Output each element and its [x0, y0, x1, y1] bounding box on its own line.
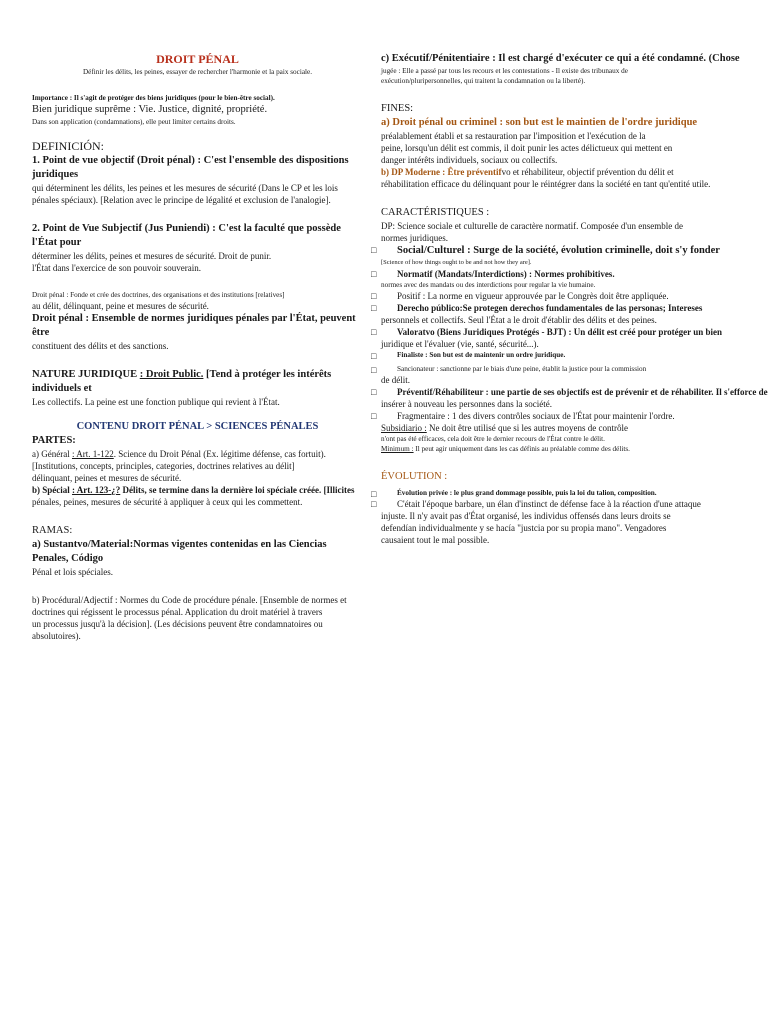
- list-item: [371, 410, 763, 422]
- derecho-line: personnels et collectifs. Seul l'État a le droit d'établir des délits et des peines.: [381, 315, 657, 325]
- special-line: [32, 484, 363, 496]
- bullet-icon: □: [371, 351, 377, 361]
- executif-line: exécution/pluripersonnelles, qui traitent la condamnation ou la liberté).: [381, 77, 586, 85]
- minimum-label: Minimum :: [381, 445, 414, 453]
- nature-label: NATURE JURIDIQUE: [32, 369, 140, 380]
- list-item: [371, 350, 763, 361]
- fines-b-title: b) DP Moderne : Être préventif: [381, 167, 502, 177]
- nature-juridique: [32, 368, 363, 396]
- pv-objectif-line: qui déterminent les délits, les peines et les mesures de sécurité (Dans le CP et les lois: [32, 183, 338, 193]
- sustantivo-line: Pénal et lois spéciales.: [32, 567, 113, 577]
- subsidiario-line: n'ont pas été efficaces, cela doit être le dernier recours de l'État contre le délit.: [381, 435, 605, 443]
- partes-heading: PARTES:: [32, 435, 76, 446]
- procedural-line: absolutoires).: [32, 631, 81, 641]
- list-item: [371, 488, 763, 499]
- pv-objectif-line: pénales spéciaux). [Relation avec le principe de légalité et exclusion de l'analogie].: [32, 195, 331, 205]
- general-line: [32, 448, 363, 460]
- definicion-heading: DEFINICIÓN:: [32, 139, 104, 153]
- preventif-title: Préventif/Réhabiliteur : une partie de ses objectifs est de prévenir et de réhabiliter. Il s'efforce de: [397, 387, 768, 397]
- general-article-link: : Art. 1-122: [71, 449, 114, 459]
- dp-line: normes juridiques.: [381, 233, 448, 243]
- application-text: Dans son application (condamnations), elle peut limiter certains droits.: [32, 118, 236, 126]
- evo-line: causaient tout le mal possible.: [381, 535, 490, 545]
- evo-privee-text: Évolution privée : le plus grand dommage possible, puis la loi du talion, composition.: [397, 489, 657, 497]
- list-item: [371, 326, 763, 338]
- executif-line: jugée : Elle a passé par tous les recours et les contestations - Il existe des tribunaux de: [381, 67, 628, 75]
- left-column: [32, 52, 363, 642]
- finaliste-text: Finaliste : Son but est de maintenir un ordre juridique.: [397, 351, 566, 359]
- normatif-title: Normatif (Mandats/Interdictions) : Normes prohibitives.: [397, 269, 615, 279]
- special-rest: Délits, se termine dans la dernière loi spéciale créée. [Illicites: [120, 485, 355, 495]
- bullet-icon: □: [371, 291, 377, 301]
- special-article-link: : Art. 123-¿?: [72, 485, 121, 495]
- sanctionateur-line: Sancionateur : sanctionne par le biais d'une peine, établit la justice pour la commission: [397, 365, 647, 373]
- bullet-icon: □: [371, 303, 377, 313]
- derecho-title: Derecho público:Se protegen derechos fundamentales de las personas; Intereses: [397, 303, 703, 313]
- sanctionateur-line: de délit.: [381, 375, 410, 385]
- pv-objectif-title: 1. Point de vue objectif (Droit pénal) : C'est l'ensemble des dispositions juridiques: [32, 155, 349, 180]
- procedural-line: b) Procédural/Adjectif : Normes du Code de procédure pénale. [Ensemble de normes et: [32, 595, 347, 605]
- list-item: [371, 364, 763, 375]
- nature-rest: [Tend à protéger les intérêts individuels et: [32, 369, 332, 394]
- list-item: [371, 386, 768, 398]
- bullet-icon: □: [371, 365, 377, 375]
- subsidiario-rest: Ne doit être utilisé que si les autres moyens de contrôle: [426, 423, 628, 433]
- bullet-icon: □: [371, 269, 377, 279]
- subsidiario-line: [381, 422, 763, 434]
- ramas-heading: RAMAS:: [32, 525, 73, 536]
- preventif-line: insérer à nouveau les personnes dans la société.: [381, 399, 552, 409]
- importance-text: Importance : Il s'agit de protéger des biens juridiques (pour le bien-être social).: [32, 94, 275, 102]
- subsidiario-label: Subsidiario :: [381, 423, 427, 433]
- social-title: Social/Culturel : Surge de la société, évolution criminelle, doit s'y fonder: [397, 245, 720, 256]
- fines-a-title: a) Droit pénal ou criminel : son but est le maintien de l'ordre juridique: [381, 117, 698, 128]
- fines-a-line: préalablement établi et sa restauration par l'imposition et l'exécution de la: [381, 131, 646, 141]
- general-line: délinquant, peines et mesures de sécurité.: [32, 473, 182, 483]
- evo-line: defendían individualmente y se hacía "justcia por su propia mano". Vengadores: [381, 523, 667, 533]
- fragmentaire-text: Fragmentaire : 1 des divers contrôles sociaux de l'État pour maintenir l'ordre.: [397, 411, 675, 421]
- executif-title: c) Exécutif/Pénitentiaire : Il est chargé d'exécuter ce qui a été condamné. (Chose: [381, 53, 740, 64]
- general-line: [Institutions, concepts, principles, categories, doctrines relatives au délit]: [32, 461, 295, 471]
- list-item: [371, 498, 763, 510]
- nature-link: : Droit Public.: [139, 369, 204, 380]
- positif-text: Positif : La norme en vigueur approuvée par le Congrès doit être appliquée.: [397, 291, 669, 301]
- sustantivo-title: a) Sustantvo/Material:Normas vigentes contenidas en las Ciencias Penales, Código: [32, 539, 327, 564]
- general-rest: . Science du Droit Pénal (Ex. légitime défense, cas fortuit).: [113, 449, 326, 459]
- list-item: [371, 290, 763, 302]
- document-subtitle: Définir les délits, les peines, essayer de rechercher l'harmonie et la paix sociale.: [82, 68, 312, 76]
- minimum-rest: Il peut agir uniquement dans les cas définis au préalable comme des délits.: [413, 445, 630, 453]
- fines-b-line: réhabilitation efficace du délinquant pour le réintégrer dans la société en tant qu'entité utile.: [381, 179, 711, 189]
- bullet-icon: □: [371, 489, 377, 499]
- fonde-line: Droit pénal : Fonde et crée des doctrines, des organisations et des institutions [relatives]: [32, 291, 285, 299]
- fines-a-line: danger intérêts individuels, sociaux ou collectifs.: [381, 155, 558, 165]
- pv-subjectif-title: 2. Point de Vue Subjectif (Jus Puniendi) : C'est la faculté que possède l'État pour: [32, 223, 341, 248]
- list-item: [371, 268, 763, 280]
- evo-line: injuste. Il n'y avait pas d'État organisé, les individus offensés dans leurs droits se: [381, 511, 671, 521]
- pv-subjectif-line: déterminer les délits, peines et mesures de sécurité. Droit de punir.: [32, 251, 272, 261]
- general-label: a) Général: [32, 449, 72, 459]
- list-item: [371, 302, 763, 314]
- fonde-line: au délit, délinquant, peine et mesures de sécurité.: [32, 301, 209, 311]
- social-note: [Science of how things ought to be and not how they are].: [381, 259, 532, 266]
- evo-line: C'était l'époque barbare, un élan d'instinct de défense face à la réaction d'une attaque: [397, 499, 701, 509]
- valoratvo-title: Valoratvo (Biens Juridiques Protégés - BJT) : Un délit est créé pour protéger un bien: [397, 327, 722, 337]
- bien-juridique-text: Bien juridique suprême : Vie. Justice, dignité, propriété.: [32, 104, 268, 115]
- bullet-icon: □: [371, 499, 377, 509]
- procedural-line: un processus jusqu'à la décision]. (Les décisions peuvent être condamnatoires ou: [32, 619, 323, 629]
- document-title: DROIT PÉNAL: [156, 52, 239, 66]
- contenu-heading: CONTENU DROIT PÉNAL > SCIENCES PÉNALES: [76, 421, 319, 432]
- bullet-icon: □: [371, 411, 377, 421]
- special-line: pénales, peines, mesures de sécurité à appliquer à ceux qui les commettent.: [32, 497, 303, 507]
- minimum-line: [381, 444, 763, 454]
- valoratvo-line: juridique et l'évaluer (vie, santé, sécurité...).: [381, 339, 539, 349]
- special-label: b) Spécial: [32, 485, 73, 495]
- dp-line: DP: Science sociale et culturelle de caractère normatif. Composée d'un ensemble de: [381, 221, 684, 231]
- evolution-heading: ÉVOLUTION :: [381, 471, 448, 482]
- caract-heading: CARACTÉRISTIQUES :: [381, 207, 490, 218]
- procedural-line: doctrines qui régissent le processus pénal. Application du droit matériel à travers: [32, 607, 323, 617]
- bullet-icon: □: [371, 387, 377, 397]
- fines-heading: FINES:: [381, 103, 414, 114]
- bullet-icon: □: [371, 245, 377, 255]
- bullet-icon: □: [371, 327, 377, 337]
- right-column: [371, 52, 768, 546]
- fines-b-line: [381, 166, 763, 178]
- nature-line: Les collectifs. La peine est une fonction publique qui revient à l'État.: [32, 397, 280, 407]
- ensemble-title: Droit pénal : Ensemble de normes juridiques pénales par l'État, peuvent être: [32, 313, 356, 338]
- ensemble-line: constituent des délits et des sanctions.: [32, 341, 169, 351]
- normatif-line: normes avec des mandats ou des interdictions pour regular la vie humaine.: [381, 281, 596, 289]
- fines-a-line: peine, lorsqu'un délit est commis, il doit punir les actes délictueux qui mettent en: [381, 143, 673, 153]
- list-item: [371, 244, 763, 258]
- pv-subjectif-line: l'État dans l'exercice de son pouvoir souverain.: [32, 263, 201, 273]
- fines-b-rest: vo et réhabiliteur, objectif prévention du délit et: [501, 167, 674, 177]
